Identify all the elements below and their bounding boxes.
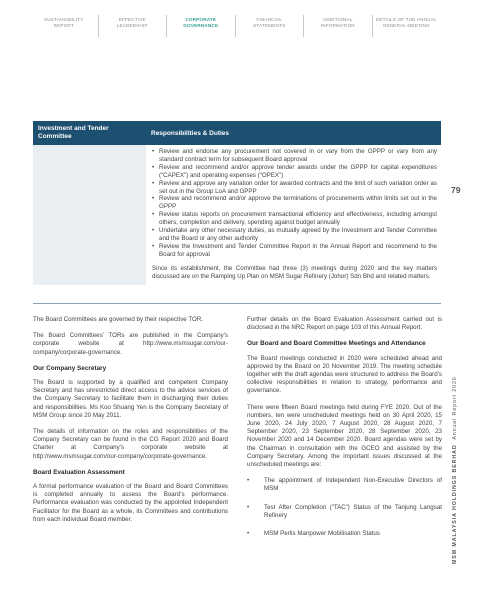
- responsibilities-cell: [146, 145, 441, 285]
- header-committee-name: Investment and Tender Committee: [38, 125, 109, 140]
- nav-label: GOVERNANCE: [183, 23, 219, 28]
- side-title-text: [452, 376, 458, 564]
- list-item: • Review and endorse any procurement not covered in or vary from the GPPP or vary from any standard contract term for subsequent Board approval: [152, 148, 437, 164]
- nav-label: DETAILS OF THE ANNUAL: [375, 17, 437, 22]
- nav-financial-statements[interactable]: [236, 15, 305, 37]
- paragraph: The details of information on the roles and responsibilities of the Company Secretary can be found in the CG Report 2020 and Board Charter at Company’s corporate website at http://www.msmsugar.com/our-company/corporate-governance.: [33, 428, 228, 460]
- paragraph: The Board meetings conducted in 2020 were scheduled ahead and approved by the Board on 20 November 2019. The meeting schedule together with the draft agendas were structured to address the Board’s collective responsibilities in relation to strategy, performance and governance.: [247, 354, 442, 395]
- paragraph: The Board Committees are governed by their respective TOR.: [33, 316, 204, 323]
- paragraph: There were fifteen Board meetings held during FYE 2020. Out of the numbers, ten were unscheduled meetings held on 30 April 2020, 15 June 2020, 24 July 2020, 7 August 2020, 28 August 2020, 7 September 2020, 23 September 2020, 28 September 2020, 23 November 2020 and 14 December 2020. Board agendas were set by the Chairman in consultation with the GCEO and assisted by the Company Secretary. Among the important issues discussed at the unscheduled meetings are:: [247, 403, 442, 469]
- list-item: • Undertake any other necessary duties, as mutually agreed by the Investment and Tender Committee and the Board or any other authority: [152, 227, 437, 243]
- nav-label: GENERAL MEETING: [382, 23, 430, 28]
- top-navigation: [30, 15, 440, 37]
- list-item: • Review and recommend and/or approve tender awards under the GPPP for capital expenditures (“CAPEX”) and operating expenses (“OPEX”): [152, 164, 437, 180]
- nav-effective-leadership[interactable]: [99, 15, 168, 37]
- nav-label: ADDITIONAL: [322, 17, 353, 22]
- nav-agm-details[interactable]: [373, 15, 441, 37]
- nav-label: EFFECTIVE: [118, 17, 146, 22]
- table-divider: [33, 303, 441, 304]
- nav-label: CORPORATE: [185, 17, 217, 22]
- list-item: • Review status reports on procurement transactional efficiency and effectiveness, including amongst others, completion and delivery, spending against budget annually: [152, 211, 437, 227]
- nav-label: STATEMENTS: [253, 23, 286, 28]
- committee-table: [33, 121, 441, 285]
- report-name: Annual Report 2020: [452, 376, 458, 440]
- nav-additional-information[interactable]: [304, 15, 373, 37]
- list-item: • The appointment of Independent Non-Executive Directors of MSM: [247, 477, 442, 493]
- nav-label: LEADERSHIP: [116, 23, 148, 28]
- list-item: • Review and approve any variation order for awarded contracts and the limit of such variation order as set out in the Group LoA and GPPP: [152, 180, 437, 196]
- unscheduled-issues-list: [247, 477, 442, 538]
- committee-meetings-note: Since its establishment, the Committee had three (3) meetings during 2020 and the key matters discussed are on the Ramping Up Plan on MSM Sugar Refinery (Johor) Sdn Bhd and related matters.: [152, 264, 437, 280]
- table-row: [33, 145, 441, 285]
- company-name: MSM MALAYSIA HOLDINGS BERHAD: [452, 444, 458, 564]
- nav-label: INFORMATION: [320, 23, 355, 28]
- paragraph: The Board Committees’ TORs are published in the Company’s corporate website at http://www.msmsugar.com/our-company/corporate-governance.: [33, 332, 228, 356]
- section-heading: Board Evaluation Assessment: [33, 468, 125, 476]
- page-number: 79: [451, 185, 461, 195]
- paragraph: The Board is supported by a qualified and competent Company Secretary and has unrestricted direct access to the advice services of the Company Secretary to facilitate them in discharging their duties and responsibilities. Ms Koo Shuang Yen is the Company Secretary of MSM Group since 20 May 2011.: [33, 379, 228, 419]
- nav-label: REPORT: [53, 23, 74, 28]
- header-responsibilities: Responsibilities & Duties: [151, 129, 230, 137]
- list-item: • Review and recommend and/or approve the terminations of procurements within limits set out in the GPPP: [152, 195, 437, 211]
- paragraph: Further details on the Board Evaluation Assessment carried out is disclosed in the NRC Report on page 103 of this Annual Report.: [247, 316, 442, 332]
- paragraph: A formal performance evaluation of the Board and Board Committees is completed annually to assess the Board’s performance. Performance evaluation was conducted by the appointed Independent Facilitator for the Board as a whole, its Committees and contributions from each individual Board member.: [33, 483, 228, 523]
- left-column: [33, 316, 228, 532]
- list-item: • Test After Completion (“TAC”) Status of the Tanjung Langsat Refinery: [247, 504, 442, 520]
- nav-corporate-governance[interactable]: [167, 15, 236, 37]
- table-header: [33, 121, 441, 145]
- nav-label: FINANCIAL: [256, 17, 283, 22]
- section-heading: Our Board and Board Committee Meetings and Attendance: [247, 340, 426, 348]
- list-item: • MSM Perlis Manpower Mobilisation Status: [247, 530, 442, 538]
- list-item: • Review the Investment and Tender Committee Report in the Annual Report and recommend to the Board for approval: [152, 243, 437, 259]
- side-running-title: [452, 210, 466, 570]
- right-column: [247, 316, 442, 548]
- nav-sustainability-report[interactable]: [30, 15, 99, 37]
- duties-list: [152, 148, 437, 259]
- nav-label: SUSTAINABILITY: [44, 17, 84, 22]
- committee-cell: [33, 145, 146, 285]
- section-heading: Our Company Secretary: [33, 364, 107, 372]
